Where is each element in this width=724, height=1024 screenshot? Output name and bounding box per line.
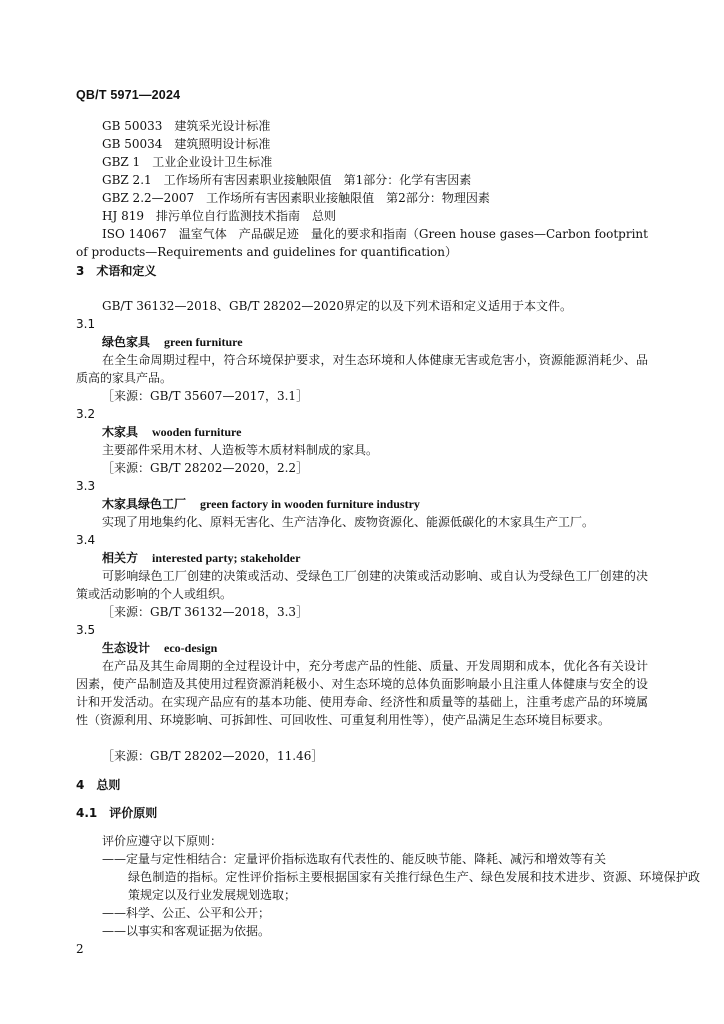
term-source: ［来源：GB/T 36132—2018，3.3］ (102, 605, 309, 619)
term-en: eco-design (164, 641, 218, 655)
term-title (76, 639, 674, 657)
term-number: 3.5 (76, 623, 96, 637)
reference-item: ISO 14067 温室气体 产品碳足迹 量化的要求和指南（Green house gases—Carbon footprint of products—Requirements and guidelines for quantification） (76, 227, 648, 259)
section-intro: GB/T 36132—2018、GB/T 28202—2020界定的以及下列术语和定义适用于本文件。 (102, 299, 572, 313)
term-source: ［来源：GB/T 35607—2017，3.1］ (102, 389, 309, 403)
term-definition: 实现了用地集约化、原料无害化、生产洁净化、废物资源化、能源低碳化的木家具生产工厂。 (102, 515, 595, 529)
page-number: 2 (76, 942, 84, 956)
term-title (76, 333, 674, 351)
document-code: QB/T 5971—2024 (76, 88, 181, 102)
subsection-heading: 4.1 评价原则 (76, 806, 158, 820)
term-definition: 主要部件采用木材、人造板等木质材料制成的家具。 (102, 443, 379, 457)
term-en: green furniture (164, 335, 243, 349)
principles-intro: 评价应遵守以下原则： (102, 834, 223, 848)
term-en: interested party; stakeholder (152, 551, 301, 565)
term-definition: 可影响绿色工厂创建的决策或活动、受绿色工厂创建的决策或活动影响、或自认为受绿色工厂创建的决策或活动影响的个人或组织。 (76, 569, 648, 601)
term-title (76, 423, 674, 441)
term-number: 3.4 (76, 533, 96, 547)
reference-item: GBZ 2.2—2007 工作场所有害因素职业接触限值 第2部分：物理因素 (102, 191, 490, 205)
principle-item: ——科学、公正、公平和公开； (102, 906, 271, 920)
principle-item: ——定量与定性相结合：定量评价指标选取有代表性的、能反映节能、降耗、减污和增效等有关 (102, 852, 607, 866)
term-number: 3.3 (76, 479, 96, 493)
term-number: 3.2 (76, 407, 96, 421)
reference-item: GB 50033 建筑采光设计标准 (102, 119, 271, 133)
section-heading: 3 术语和定义 (76, 264, 157, 278)
section-heading: 4 总则 (76, 778, 121, 792)
term-title (76, 495, 674, 513)
term-zh: 相关方 (102, 551, 139, 565)
term-zh: 生态设计 (102, 641, 151, 655)
term-zh: 绿色家具 (102, 335, 151, 349)
term-zh: 木家具绿色工厂 (102, 497, 187, 511)
reference-item: GB 50034 建筑照明设计标准 (102, 137, 271, 151)
reference-item: HJ 819 排污单位自行监测技术指南 总则 (102, 209, 336, 223)
term-number: 3.1 (76, 317, 96, 331)
reference-item: GBZ 2.1 工作场所有害因素职业接触限值 第1部分：化学有害因素 (102, 173, 472, 187)
term-source: ［来源：GB/T 28202—2020，11.46］ (102, 749, 324, 763)
term-definition: 在全生命周期过程中，符合环境保护要求，对生态环境和人体健康无害或危害小，资源能源消耗少、品质高的家具产品。 (76, 353, 648, 385)
principle-item-continuation: 绿色制造的指标。定性评价指标主要根据国家有关推行绿色生产、绿色发展和技术进步、资源、环境保护政策规定以及行业发展规划选取； (128, 870, 700, 902)
term-definition: 在产品及其生命周期的全过程设计中，充分考虑产品的性能、质量、开发周期和成本，优化各有关设计因素，使产品制造及其使用过程资源消耗极小、对生态环境的总体负面影响最小且注重人体健康与安全的设计和开发活动。在实现产品应有的基本功能、使用寿命、经济性和质量等的基础上，注重考虑产品的环境属性（资源利用、环境影响、可拆卸性、可回收性、可重复利用性等），使产品满足生态环境目标要求。 (76, 659, 648, 727)
term-en: wooden furniture (152, 425, 242, 439)
reference-item: GBZ 1 工业企业设计卫生标准 (102, 155, 273, 169)
principle-item: ——以事实和客观证据为依据。 (102, 924, 271, 938)
term-source: ［来源：GB/T 28202—2020，2.2］ (102, 461, 309, 475)
normative-references-list (76, 117, 674, 225)
term-zh: 木家具 (102, 425, 139, 439)
term-title (76, 549, 674, 567)
term-en: green factory in wooden furniture industry (200, 497, 420, 511)
